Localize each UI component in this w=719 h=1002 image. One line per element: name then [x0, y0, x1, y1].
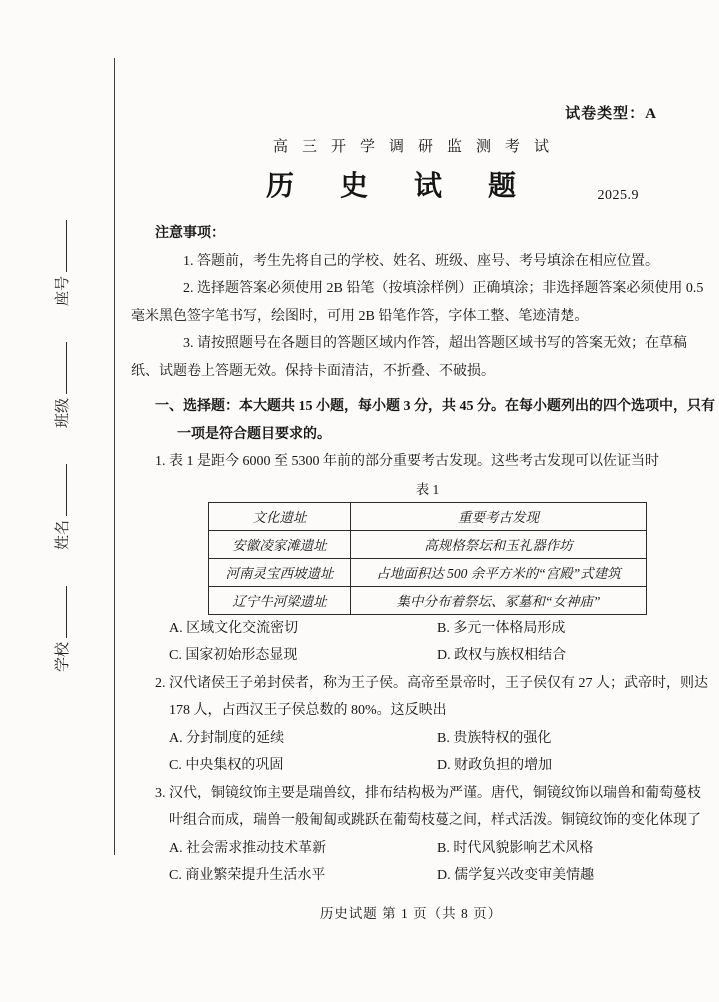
question-2-option-a: A. 分封制度的延续: [169, 730, 285, 746]
question-3-stem-line-1: 3. 汉代，铜镜纹饰主要是瑞兽纹，排布结构极为严谨。唐代，铜镜纹饰以瑞兽和葡萄蔓枝: [155, 785, 701, 801]
notices-block: [131, 220, 704, 385]
table-cell-finding: 占地面积达 500 余平方米的“宫殿”式建筑: [351, 558, 647, 586]
question-1-option-a: A. 区域文化交流密切: [169, 620, 299, 636]
question-1-options-row-1: [131, 615, 691, 643]
school-blank-line: [52, 586, 67, 638]
class-field: [51, 342, 72, 428]
question-2-options-row-2: [131, 752, 691, 780]
question-1-options-row-2: [131, 642, 691, 670]
seat-blank-line: [52, 220, 67, 272]
name-blank-line: [52, 464, 67, 516]
table-cell-site: 辽宁牛河梁遗址: [209, 586, 351, 614]
table-row: [209, 530, 647, 558]
question-3-option-a: A. 社会需求推动技术革新: [169, 840, 327, 856]
question-2-option-d: D. 财政负担的增加: [437, 758, 553, 773]
title-row: [131, 166, 691, 208]
class-label: 班级: [55, 398, 71, 429]
seat-field: [51, 220, 72, 306]
question-2-option-b: B. 贵族特权的强化: [437, 730, 552, 746]
question-2-option-c: C. 中央集权的巩固: [169, 758, 284, 773]
question-2: [131, 670, 708, 780]
question-1: [131, 448, 691, 670]
question-3-option-b: B. 时代风貌影响艺术风格: [437, 840, 594, 856]
question-3-option-d: D. 儒学复兴改变审美情趣: [437, 868, 595, 883]
section-one-heading: [131, 393, 715, 448]
table-row: [209, 502, 647, 530]
table-1-col2-header: 重要考古发现: [351, 502, 647, 530]
table-1-caption: 表 1: [415, 481, 440, 497]
seal-student-info: [50, 220, 72, 672]
question-3: [131, 780, 701, 890]
subject-title: 历史试题: [265, 171, 562, 202]
section-heading-line-1: 一、选择题：本大题共 15 小题，每小题 3 分，共 45 分。在每小题列出的四个选项中，只有: [155, 399, 715, 414]
table-cell-finding: 集中分布着祭坛、冢墓和“女神庙”: [351, 586, 647, 614]
notices-heading: 注意事项：: [155, 226, 225, 241]
table-1: [208, 502, 647, 615]
seal-divider-line: [114, 58, 115, 855]
table-1-col1-header: 文化遗址: [209, 502, 351, 530]
question-2-stem-line-1: 2. 汉代诸侯王子弟封侯者，称为王子侯。高帝至景帝时，王子侯仅有 27 人；武帝时，则达: [155, 675, 708, 691]
paper-type-label: 试卷类型：A: [565, 106, 657, 122]
notice-item-3-line-2: 纸、试题卷上答题无效。保持卡面清洁，不折叠、不破损。: [131, 363, 495, 379]
question-2-options-row-1: [131, 725, 691, 753]
name-label: 姓名: [55, 520, 71, 551]
question-1-option-b: B. 多元一体格局形成: [437, 620, 566, 636]
school-field: [51, 586, 72, 672]
class-blank-line: [52, 342, 67, 394]
table-row: [209, 586, 647, 614]
table-cell-site: 安徽凌家滩遗址: [209, 530, 351, 558]
seat-label: 座号: [55, 276, 71, 307]
question-3-options-row-2: [131, 862, 691, 890]
question-3-option-c: C. 商业繁荣提升生活水平: [169, 868, 326, 883]
school-label: 学校: [55, 641, 71, 672]
question-1-option-d: D. 政权与族权相结合: [437, 648, 567, 663]
exam-date: 2025.9: [597, 188, 639, 203]
notice-item-3-line-1: 3. 请按照题号在各题目的答题区域内作答，超出答题区域书写的答案无效；在草稿: [183, 336, 687, 351]
page-footer: 历史试题 第 1 页（共 8 页）: [319, 905, 503, 921]
question-1-stem: 1. 表 1 是距今 6000 至 5300 年前的部分重要考古发现。这些考古发现可以佐证当时: [155, 454, 659, 469]
table-cell-finding: 高规格祭坛和玉礼器作坊: [351, 530, 647, 558]
exam-name: 高三开学调研监测考试: [272, 139, 563, 155]
notice-item-2-line-1: 2. 选择题答案必须使用 2B 铅笔（按填涂样例）正确填涂；非选择题答案必须使用 0.5: [183, 281, 704, 296]
table-cell-site: 河南灵宝西坡遗址: [209, 558, 351, 586]
question-3-options-row-1: [131, 835, 691, 863]
name-field: [51, 464, 72, 550]
exam-content: [131, 96, 715, 922]
notice-item-2-line-2: 毫米黑色签字笔书写，绘图时，可用 2B 铅笔作答，字体工整、笔迹清楚。: [131, 308, 589, 324]
section-heading-line-2: 一项是符合题目要求的。: [177, 426, 331, 442]
question-2-stem-line-2: 178 人，占西汉王子侯总数的 80%。这反映出: [169, 703, 447, 718]
question-3-stem-line-2: 叶组合而成，瑞兽一般匍匐或跳跃在葡萄枝蔓之间，样式活泼。铜镜纹饰的变化体现了: [169, 813, 701, 828]
table-row: [209, 558, 647, 586]
questions-block: [131, 448, 708, 890]
question-1-option-c: C. 国家初始形态显现: [169, 648, 298, 663]
notice-item-1: 1. 答题前，考生先将自己的学校、姓名、班级、座号、考号填涂在相应位置。: [183, 253, 659, 269]
